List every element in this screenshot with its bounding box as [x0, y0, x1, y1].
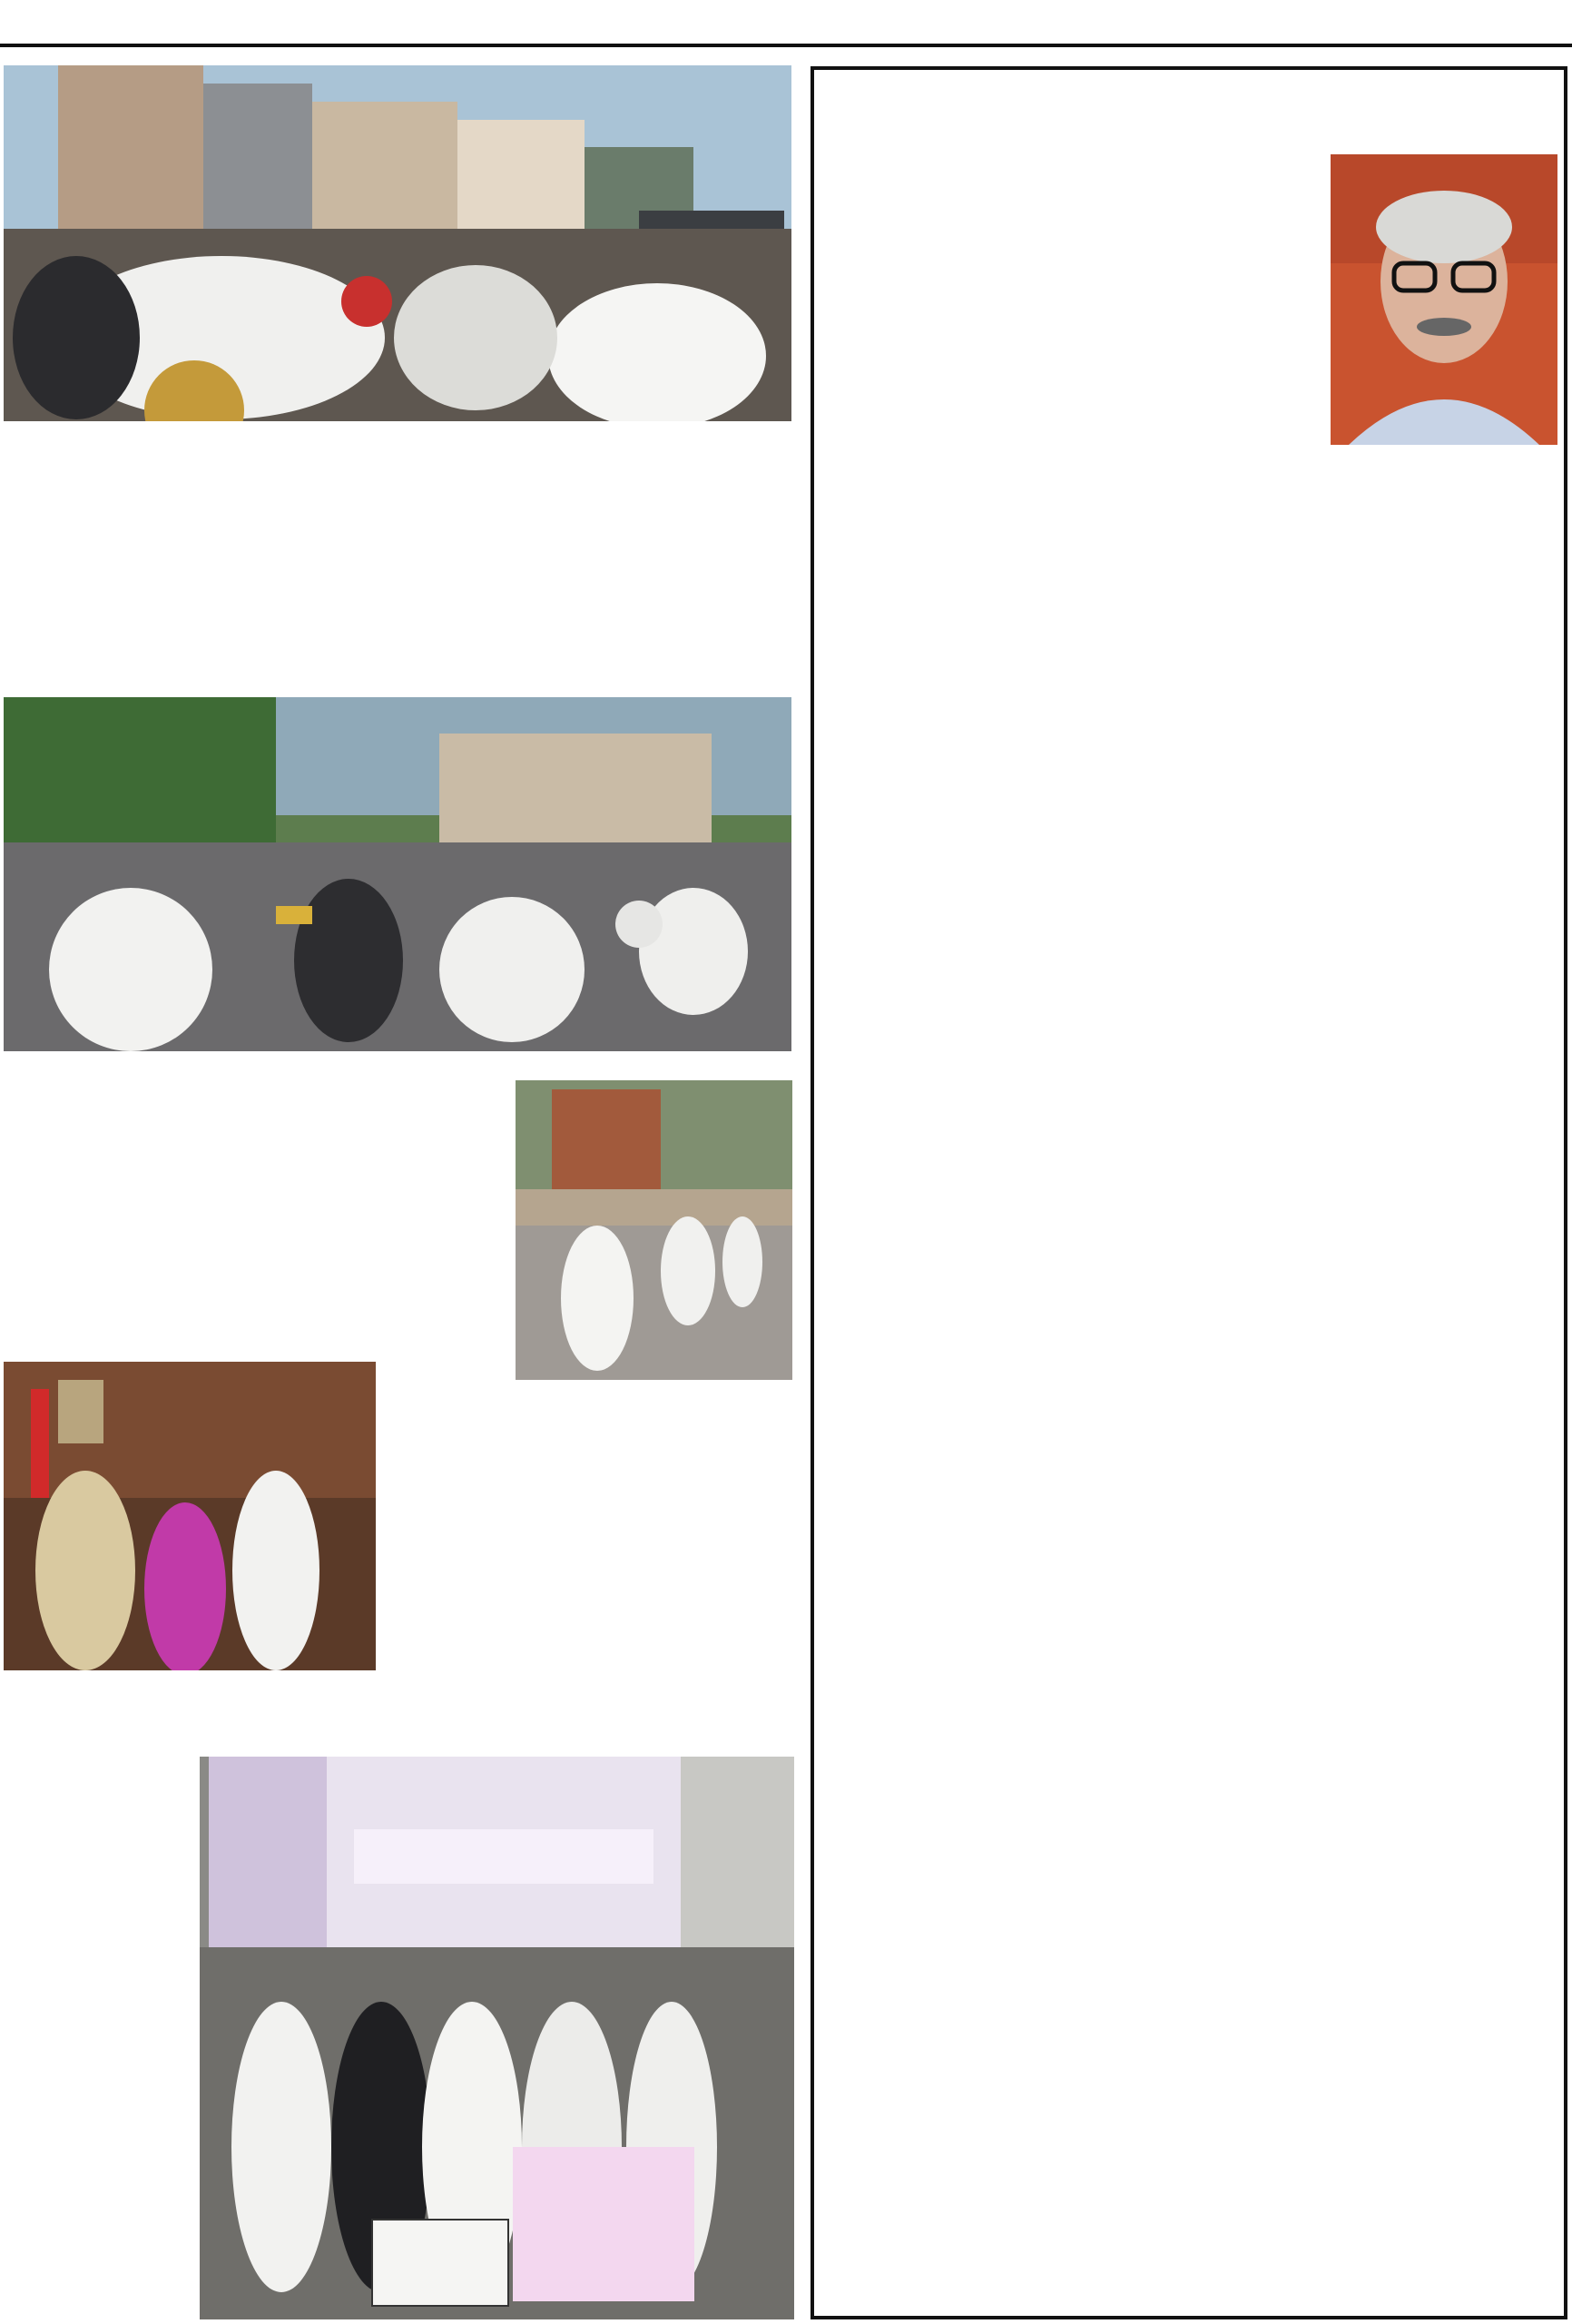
photo-mayor-visit — [4, 1362, 376, 1670]
photo-marching-band — [516, 1080, 792, 1380]
headline — [0, 419, 799, 521]
author-portrait — [1331, 154, 1557, 445]
masthead-rule — [0, 44, 1572, 47]
photo-band-parade — [4, 697, 791, 1051]
photo-mor-iz-group — [200, 1757, 794, 2319]
photo-festival-crowd — [4, 65, 791, 421]
